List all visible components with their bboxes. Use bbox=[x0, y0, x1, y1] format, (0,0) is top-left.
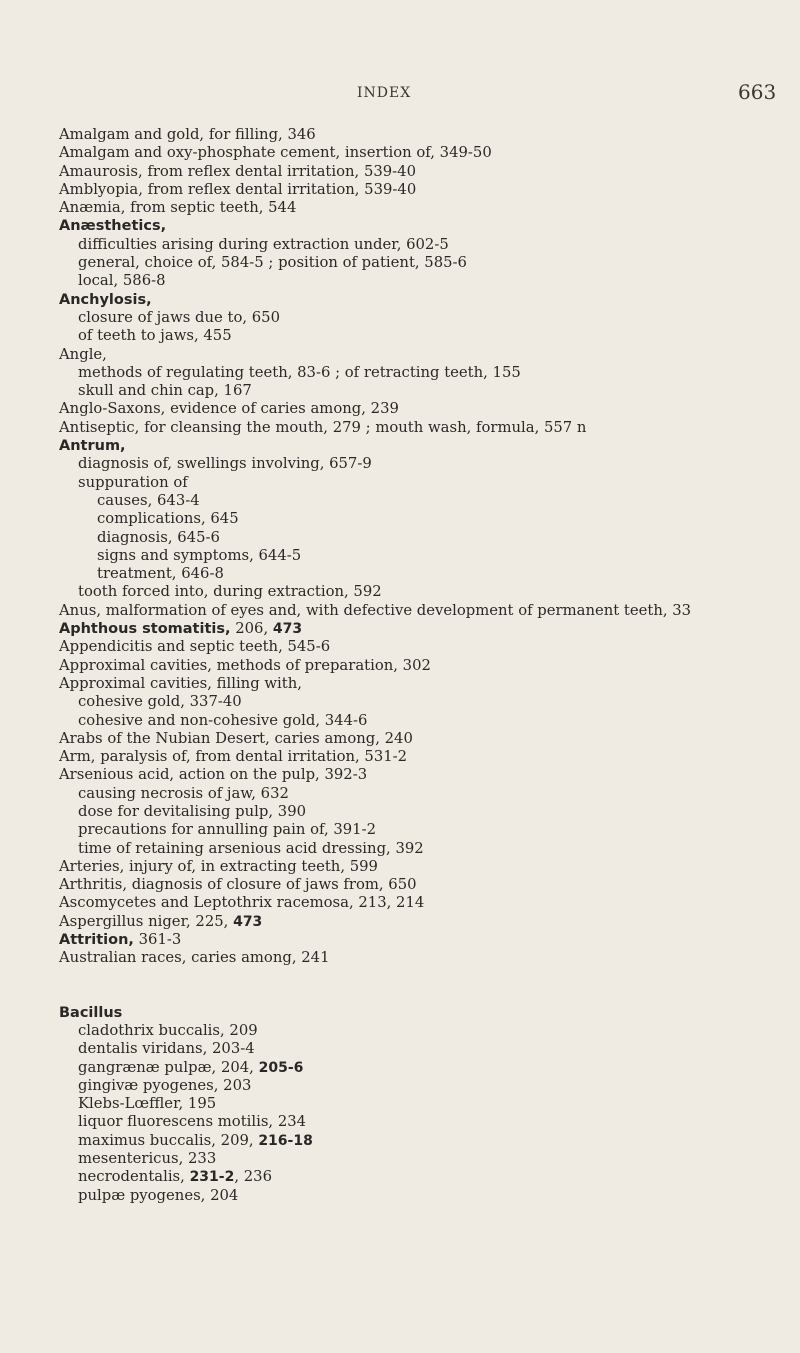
entry-text: cladothrix buccalis, 209 bbox=[78, 1021, 258, 1039]
index-entry bbox=[59, 748, 779, 766]
index-heading bbox=[59, 217, 779, 235]
index-entry bbox=[59, 400, 779, 418]
index-entry bbox=[59, 638, 779, 656]
index-subentry bbox=[59, 474, 779, 492]
index-entry bbox=[59, 419, 779, 437]
index-subentry bbox=[59, 1077, 779, 1095]
entry-text: Aspergillus niger, 225, bbox=[59, 912, 234, 930]
entry-text: Amalgam and oxy-phosphate cement, insertion of, 349-50 bbox=[59, 144, 492, 162]
index-heading bbox=[59, 931, 779, 949]
index-subentry bbox=[59, 803, 779, 821]
index-entry bbox=[59, 766, 779, 784]
index-entry bbox=[59, 858, 779, 876]
heading-text: Anæsthetics, bbox=[59, 218, 167, 235]
entry-text: methods of regulating teeth, 83-6 ; of retracting teeth, 155 bbox=[78, 363, 521, 381]
entry-text: cohesive and non-cohesive gold, 344-6 bbox=[78, 711, 368, 729]
entry-text: Arthritis, diagnosis of closure of jaws from, 650 bbox=[59, 876, 417, 894]
entry-text: time of retaining arsenious acid dressing, 392 bbox=[78, 839, 424, 857]
entry-text: gingivæ pyogenes, 203 bbox=[78, 1076, 252, 1094]
index-subentry bbox=[59, 1059, 779, 1077]
page-number: 663 bbox=[738, 80, 777, 104]
heading-text: Aphthous stomatitis, bbox=[59, 621, 231, 638]
index-entry bbox=[59, 730, 779, 748]
index-subsubentry bbox=[59, 547, 779, 565]
index-subentry bbox=[59, 821, 779, 839]
entry-text: general, choice of, 584-5 ; position of patient, 585-6 bbox=[78, 254, 467, 272]
index-entry bbox=[59, 126, 779, 144]
entry-text: causing necrosis of jaw, 632 bbox=[78, 784, 289, 802]
index-subentry bbox=[59, 840, 779, 858]
entry-text: closure of jaws due to, 650 bbox=[78, 308, 281, 326]
index-section-b bbox=[59, 1004, 779, 1205]
entry-text: Amalgam and gold, for filling, 346 bbox=[59, 126, 316, 143]
index-subentry bbox=[59, 309, 779, 327]
index-subentry bbox=[59, 327, 779, 345]
entry-text: skull and chin cap, 167 bbox=[78, 382, 252, 400]
heading-text: Anchylosis, bbox=[59, 291, 152, 308]
index-subentry bbox=[59, 1095, 779, 1113]
index-subentry bbox=[59, 272, 779, 290]
index-entry bbox=[59, 199, 779, 217]
entry-text: Arm, paralysis of, from dental irritation, 531-2 bbox=[59, 748, 408, 766]
heading-text: Attrition, bbox=[59, 932, 134, 949]
bold-page-ref: 205-6 bbox=[258, 1059, 304, 1076]
entry-text: local, 586-8 bbox=[78, 272, 166, 290]
entry-text: pulpæ pyogenes, 204 bbox=[78, 1186, 239, 1204]
entry-text: dose for devitalising pulp, 390 bbox=[78, 802, 307, 820]
index-subsubentry bbox=[59, 529, 779, 547]
running-title: INDEX bbox=[357, 85, 412, 101]
entry-tail: , 236 bbox=[234, 1168, 272, 1186]
entry-text: diagnosis of, swellings involving, 657-9 bbox=[78, 455, 372, 473]
index-entry bbox=[59, 181, 779, 199]
index-entry bbox=[59, 657, 779, 675]
index-heading bbox=[59, 620, 779, 638]
index-subentry bbox=[59, 1187, 779, 1205]
entry-text: Antiseptic, for cleansing the mouth, 279 ; mouth wash, formula, 557 n bbox=[59, 418, 587, 436]
entry-text: suppuration of bbox=[78, 473, 188, 491]
entry-text: Anæmia, from septic teeth, 544 bbox=[59, 199, 297, 217]
index-subentry bbox=[59, 455, 779, 473]
index-heading bbox=[59, 1004, 779, 1022]
entry-text: diagnosis, 645-6 bbox=[97, 528, 220, 546]
entry-text: complications, 645 bbox=[97, 510, 239, 528]
bold-page-ref: 473 bbox=[233, 913, 263, 930]
index-entries bbox=[59, 126, 779, 1205]
entry-text: Australian races, caries among, 241 bbox=[59, 949, 330, 967]
entry-text: of teeth to jaws, 455 bbox=[78, 327, 232, 345]
entry-text: Arteries, injury of, in extracting teeth, 599 bbox=[59, 857, 378, 875]
bold-page-ref: 231-2 bbox=[189, 1169, 235, 1186]
bold-page-ref: 216-18 bbox=[258, 1132, 313, 1149]
entry-text: Appendicitis and septic teeth, 545-6 bbox=[59, 638, 331, 656]
index-entry bbox=[59, 675, 779, 693]
entry-text: Amaurosis, from reflex dental irritation, 539-40 bbox=[59, 162, 417, 180]
entry-text: Arsenious acid, action on the pulp, 392-3 bbox=[59, 766, 368, 784]
entry-text: mesentericus, 233 bbox=[78, 1150, 217, 1168]
index-entry bbox=[59, 346, 779, 364]
index-subentry bbox=[59, 1150, 779, 1168]
entry-text: Angle, bbox=[59, 345, 107, 363]
entry-text: precautions for annulling pain of, 391-2 bbox=[78, 821, 377, 839]
index-subentry bbox=[59, 364, 779, 382]
heading-text: Bacillus bbox=[59, 1004, 123, 1021]
index-subentry bbox=[59, 1132, 779, 1150]
entry-text: causes, 643-4 bbox=[97, 491, 200, 509]
index-subsubentry bbox=[59, 510, 779, 528]
index-entry bbox=[59, 163, 779, 181]
index-entry bbox=[59, 144, 779, 162]
entry-text: Klebs-Lœffler, 195 bbox=[78, 1095, 217, 1113]
entry-text: necrodentalis, bbox=[78, 1168, 190, 1186]
entry-text: signs and symptoms, 644-5 bbox=[97, 546, 302, 564]
index-subentry bbox=[59, 1022, 779, 1040]
index-entry bbox=[59, 602, 779, 620]
entry-text: cohesive gold, 337-40 bbox=[78, 693, 242, 711]
index-subsubentry bbox=[59, 492, 779, 510]
index-heading bbox=[59, 291, 779, 309]
entry-text: Ascomycetes and Leptothrix racemosa, 213, 214 bbox=[59, 894, 425, 912]
heading-text: Antrum, bbox=[59, 438, 126, 455]
entry-text: Arabs of the Nubian Desert, caries among, 240 bbox=[59, 729, 413, 747]
index-entry bbox=[59, 894, 779, 912]
index-subentry bbox=[59, 382, 779, 400]
entry-text: treatment, 646-8 bbox=[97, 565, 224, 583]
entry-text: liquor fluorescens motilis, 234 bbox=[78, 1113, 307, 1131]
index-section-a bbox=[59, 126, 779, 968]
entry-text: Amblyopia, from reflex dental irritation, 539-40 bbox=[59, 180, 417, 198]
entry-text: dentalis viridans, 203-4 bbox=[78, 1040, 255, 1058]
index-subentry bbox=[59, 785, 779, 803]
entry-tail: 206, bbox=[230, 620, 273, 638]
entry-text: gangrænæ pulpæ, 204, bbox=[78, 1058, 259, 1076]
index-subentry bbox=[59, 254, 779, 272]
bold-page-ref: 473 bbox=[272, 621, 303, 638]
entry-text: tooth forced into, during extraction, 592 bbox=[78, 583, 382, 601]
index-subentry bbox=[59, 1113, 779, 1131]
index-subentry bbox=[59, 1040, 779, 1058]
section-gap bbox=[59, 968, 779, 1004]
entry-text: Anus, malformation of eyes and, with defective development of permanent teeth, 33 bbox=[59, 601, 692, 619]
index-subentry bbox=[59, 693, 779, 711]
index-heading bbox=[59, 437, 779, 455]
entry-text: difficulties arising during extraction under, 602-5 bbox=[78, 235, 449, 253]
index-entry bbox=[59, 949, 779, 967]
entry-text: Approximal cavities, methods of preparation, 302 bbox=[59, 656, 431, 674]
index-subsubentry bbox=[59, 565, 779, 583]
entry-text: maximus buccalis, 209, bbox=[78, 1131, 259, 1149]
entry-tail: 361-3 bbox=[133, 931, 182, 949]
index-subentry bbox=[59, 583, 779, 601]
entry-text: Anglo-Saxons, evidence of caries among, 239 bbox=[59, 400, 399, 418]
index-entry bbox=[59, 913, 779, 931]
index-subentry bbox=[59, 1168, 779, 1186]
index-subentry bbox=[59, 712, 779, 730]
index-entry bbox=[59, 876, 779, 894]
index-subentry bbox=[59, 236, 779, 254]
entry-text: Approximal cavities, filling with, bbox=[59, 674, 302, 692]
